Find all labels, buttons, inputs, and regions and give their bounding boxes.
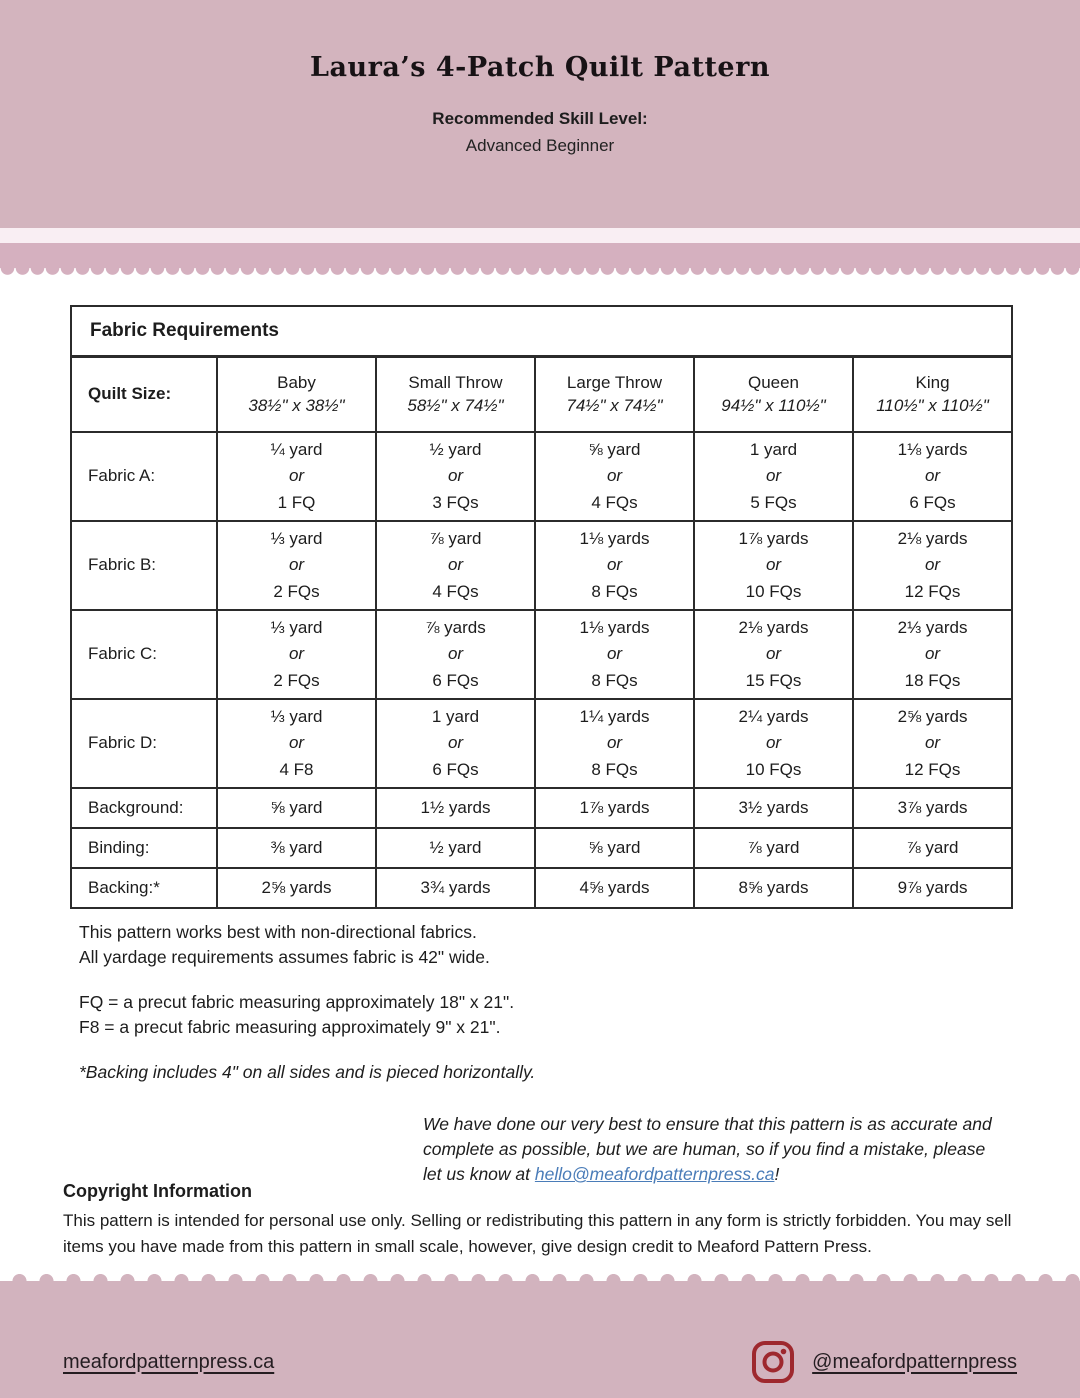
row-label-fabric-c: Fabric C:: [71, 610, 217, 699]
binding-small-throw-cell: ½ yard: [376, 828, 535, 868]
website-link[interactable]: meafordpatternpress.ca: [63, 1350, 275, 1373]
fabric-c-king-cell: 2⅓ yards or 18 FQs: [853, 610, 1012, 699]
skill-level-value: Advanced Beginner: [465, 136, 615, 155]
instagram-group: [750, 1339, 1017, 1385]
table-row-fabric-a: [71, 432, 1012, 521]
table-row-fabric-c: [71, 610, 1012, 699]
note-backing: *Backing includes 4" on all sides and is pieced horizontally.: [79, 1062, 536, 1083]
disclaimer-text: We have done our very best to ensure that this pattern is as accurate and complete as possible, but we are human, so if you find a mistake, please let us know at: [423, 1114, 992, 1184]
table-title-row: [71, 306, 1012, 356]
fabric-b-baby-cell: ⅓ yard or 2 FQs: [217, 521, 376, 610]
background-queen-cell: 3½ yards: [694, 788, 853, 828]
table-row-backing: [71, 868, 1012, 908]
copyright-heading: Copyright Information: [63, 1181, 252, 1201]
fabric-d-queen-cell: 2¼ yards or 10 FQs: [694, 699, 853, 788]
copyright-section: [63, 1181, 1023, 1260]
scallop-band-top: [0, 243, 1080, 268]
fabric-a-large-throw-cell: ⅝ yard or 4 FQs: [535, 432, 694, 521]
disclaimer-text-end: !: [774, 1164, 780, 1184]
fabric-c-queen-cell: 2⅛ yards or 15 FQs: [694, 610, 853, 699]
binding-queen-cell: ⅞ yard: [694, 828, 853, 868]
fabric-c-small-throw-cell: ⅞ yards or 6 FQs: [376, 610, 535, 699]
column-header-small-throw: Small Throw 58½" x 74½": [376, 356, 535, 432]
quilt-size-corner-label: Quilt Size:: [71, 356, 217, 432]
note-yardage-width: All yardage requirements assumes fabric is 42" wide.: [79, 947, 490, 968]
copyright-body: This pattern is intended for personal use only. Selling or redistributing this pattern in any form is strictly forbidden. You may sell items you have made from this pattern in small scale, however, give design credit to Meaford Pattern Press.: [63, 1211, 1012, 1256]
header-band: [0, 0, 1080, 228]
row-label-background: Background:: [71, 788, 217, 828]
table-header-row: [71, 356, 1012, 432]
binding-king-cell: ⅞ yard: [853, 828, 1012, 868]
backing-large-throw-cell: 4⅝ yards: [535, 868, 694, 908]
notes-block: [79, 920, 1080, 1085]
backing-king-cell: 9⅞ yards: [853, 868, 1012, 908]
column-header-queen: Queen 94½" x 110½": [694, 356, 853, 432]
column-header-baby: Baby 38½" x 38½": [217, 356, 376, 432]
fabric-a-king-cell: 1⅛ yards or 6 FQs: [853, 432, 1012, 521]
note-fq-definition: FQ = a precut fabric measuring approximately 18" x 21".: [79, 992, 515, 1013]
footer-band: [0, 1281, 1080, 1398]
accuracy-disclaimer: [423, 1112, 998, 1187]
fabric-b-queen-cell: 1⅞ yards or 10 FQs: [694, 521, 853, 610]
column-header-king: King 110½" x 110½": [853, 356, 1012, 432]
contact-email-link[interactable]: hello@meafordpatternpress.ca: [534, 1164, 775, 1184]
row-label-fabric-d: Fabric D:: [71, 699, 217, 788]
binding-baby-cell: ⅜ yard: [217, 828, 376, 868]
background-king-cell: 3⅞ yards: [853, 788, 1012, 828]
page-title: Laura’s 4-Patch Quilt Pattern: [310, 52, 770, 83]
fabric-requirements-table: [70, 305, 1013, 909]
fabric-b-king-cell: 2⅛ yards or 12 FQs: [853, 521, 1012, 610]
table-title: Fabric Requirements: [71, 306, 1012, 356]
fabric-c-baby-cell: ⅓ yard or 2 FQs: [217, 610, 376, 699]
skill-level-label: Recommended Skill Level:: [432, 109, 648, 128]
row-label-fabric-b: Fabric B:: [71, 521, 217, 610]
fabric-d-baby-cell: ⅓ yard or 4 F8: [217, 699, 376, 788]
table-row-binding: [71, 828, 1012, 868]
fabric-d-small-throw-cell: 1 yard or 6 FQs: [376, 699, 535, 788]
table-row-fabric-d: [71, 699, 1012, 788]
fabric-d-king-cell: 2⅝ yards or 12 FQs: [853, 699, 1012, 788]
scallop-edge-bottom: [0, 1270, 1080, 1281]
content-area: [0, 305, 1080, 1270]
row-label-binding: Binding:: [71, 828, 217, 868]
fabric-d-large-throw-cell: 1¼ yards or 8 FQs: [535, 699, 694, 788]
fabric-a-queen-cell: 1 yard or 5 FQs: [694, 432, 853, 521]
row-label-fabric-a: Fabric A:: [71, 432, 217, 521]
backing-baby-cell: 2⅝ yards: [217, 868, 376, 908]
table-row-fabric-b: [71, 521, 1012, 610]
light-stripe-divider: [0, 228, 1080, 243]
backing-small-throw-cell: 3¾ yards: [376, 868, 535, 908]
table-row-background: [71, 788, 1012, 828]
fabric-a-small-throw-cell: ½ yard or 3 FQs: [376, 432, 535, 521]
column-header-large-throw: Large Throw 74½" x 74½": [535, 356, 694, 432]
background-baby-cell: ⅝ yard: [217, 788, 376, 828]
fabric-b-large-throw-cell: 1⅛ yards or 8 FQs: [535, 521, 694, 610]
binding-large-throw-cell: ⅝ yard: [535, 828, 694, 868]
instagram-handle-link[interactable]: @meafordpatternpress: [812, 1350, 1017, 1373]
background-large-throw-cell: 1⅞ yards: [535, 788, 694, 828]
row-label-backing: Backing:*: [71, 868, 217, 908]
fabric-c-large-throw-cell: 1⅛ yards or 8 FQs: [535, 610, 694, 699]
scallop-edge-top: [0, 268, 1080, 279]
background-small-throw-cell: 1½ yards: [376, 788, 535, 828]
fabric-b-small-throw-cell: ⅞ yard or 4 FQs: [376, 521, 535, 610]
fabric-a-baby-cell: ¼ yard or 1 FQ: [217, 432, 376, 521]
note-f8-definition: F8 = a precut fabric measuring approximately 9" x 21".: [79, 1017, 501, 1038]
note-non-directional: This pattern works best with non-directional fabrics.: [79, 922, 477, 943]
backing-queen-cell: 8⅝ yards: [694, 868, 853, 908]
instagram-icon: [750, 1339, 796, 1385]
